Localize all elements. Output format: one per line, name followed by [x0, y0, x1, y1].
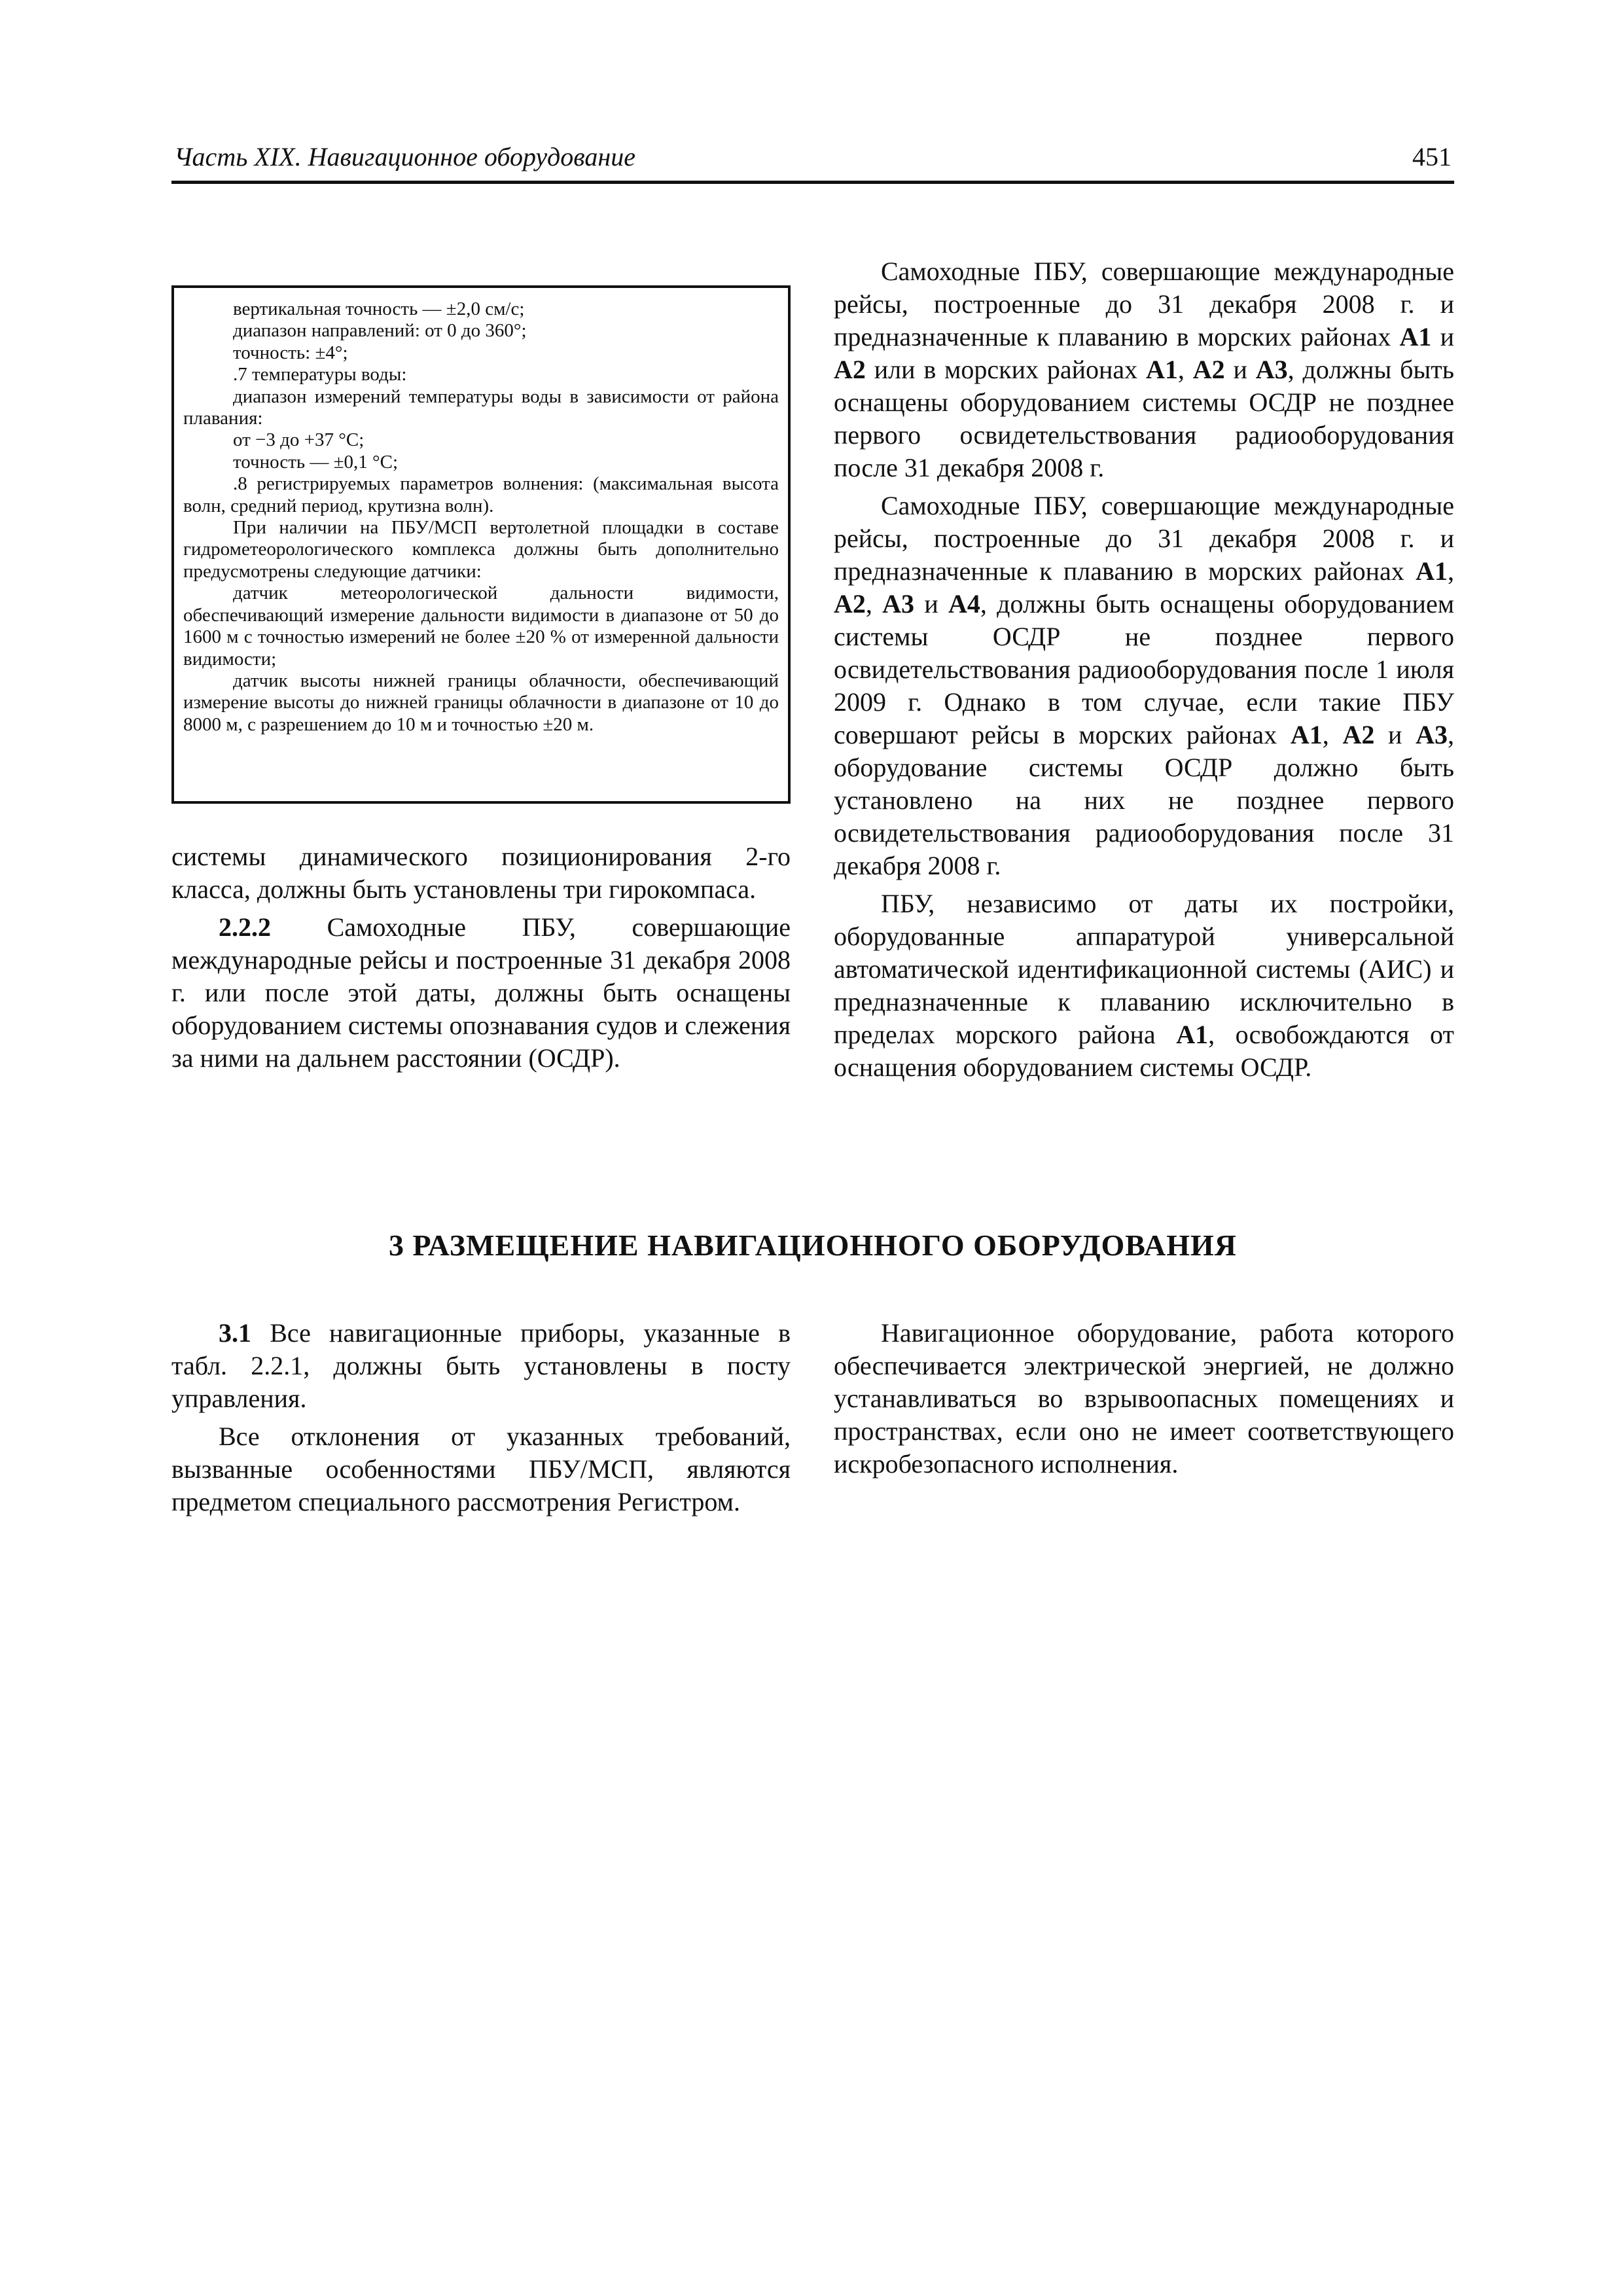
text-run: ПБУ, независимо от даты их постройки, оборудованные аппаратурой универсальной автоматической идентификационной системы (АИС) и предназначенные к плаванию исключительно в пределах морского района — [834, 889, 1454, 1049]
sea-area-code: A3 — [1416, 720, 1448, 749]
text-run: и — [914, 589, 949, 619]
box-line: точность — ±0,1 °C; — [233, 451, 399, 473]
sea-area-code: A2 — [1342, 720, 1375, 749]
box-line: точность: ±4°; — [233, 342, 348, 363]
header-title: Часть XIX. Навигационное оборудование — [174, 142, 635, 171]
running-header — [171, 139, 1454, 184]
sea-area-code: A3 — [1255, 355, 1288, 384]
text-run: , должны быть оснащены оборудованием системы ОСДР не позднее первого освидетельствования радиооборудования после 31 декабря 2008 г. — [834, 355, 1455, 482]
paragraph-deviations: Все отклонения от указанных требований, вызванные особенностями ПБУ/МСП, являются предметом специального рассмотрения Регистром. — [171, 1422, 791, 1516]
text-run: Самоходные ПБУ, совершающие международные рейсы, построенные до 31 декабря 2008 г. и предназначенные к плаванию в морских районах — [834, 257, 1454, 351]
sea-area-code: A2 — [1192, 355, 1225, 384]
text-run: , — [1448, 556, 1454, 586]
sea-area-code: A3 — [882, 589, 915, 619]
paragraph-3-1 — [171, 1317, 791, 1415]
text-run: Самоходные ПБУ, совершающие международные рейсы, построенные до 31 декабря 2008 г. и предназначенные к плаванию в морских районах — [834, 491, 1454, 586]
box-line: датчик метеорологической дальности видимости, обеспечивающий измерение дальности видимости в диапазоне от 50 до 1600 м с точностью измерений не более ±20 % от измеренной дальности видимости; — [183, 583, 779, 670]
box-line: диапазон измерений температуры воды в зависимости от района плавания: — [183, 386, 779, 429]
paragraph-text: Самоходные ПБУ, совершающие международные рейсы и построенные 31 декабря 2008 г. или после этой даты, должны быть оснащены оборудованием системы опознавания судов и слежения за ними на дальнем расстоянии (ОСДР). — [171, 912, 791, 1073]
sea-area-code: A1 — [1399, 322, 1432, 351]
box-line: .8 регистрируемых параметров волнения: (максимальная высота волн, средний период, крутизна волн). — [183, 473, 779, 516]
clause-number: 2.2.2 — [219, 912, 271, 942]
text-run: , — [1322, 720, 1343, 749]
text-run: или в морских районах — [865, 355, 1147, 384]
paragraph-continuation: системы динамического позиционирования 2-го класса, должны быть установлены три гирокомпаса. — [171, 842, 791, 904]
text-run: и — [1431, 322, 1454, 351]
sea-area-code: A2 — [834, 589, 866, 619]
sea-area-code: A1 — [1146, 355, 1178, 384]
box-line: диапазон направлений: от 0 до 360°; — [233, 320, 527, 342]
text-run: , должны быть оснащены оборудованием системы ОСДР не позднее первого освидетельствования радиооборудования после 1 июля 2009 г. Однако в том случае, если такие ПБУ совершают рейсы в морских районах — [834, 589, 1455, 749]
sea-area-code: A4 — [948, 589, 980, 619]
paragraph-text: Все навигационные приборы, указанные в табл. 2.2.1, должны быть установлены в посту управления. — [171, 1318, 791, 1413]
left-column — [171, 840, 791, 1075]
text-run: , — [865, 589, 883, 619]
page-number: 451 — [1412, 142, 1452, 171]
sea-area-code: A2 — [834, 355, 866, 384]
text-run: , — [1177, 355, 1193, 384]
paragraph-2-2-2 — [171, 911, 791, 1075]
right-column — [834, 255, 1454, 1084]
section3-left-column — [171, 1317, 791, 1518]
section3-right-column — [834, 1317, 1454, 1480]
paragraph-osdr-2 — [834, 490, 1454, 882]
box-line: датчик высоты нижней границы облачности, обеспечивающий измерение высоты до нижней границы облачности в диапазоне от 10 до 8000 м, с разрешением до 10 м и точностью ±20 м. — [183, 670, 779, 735]
box-line: .7 температуры воды: — [233, 364, 407, 386]
text-run: и — [1224, 355, 1256, 384]
section-heading: 3 РАЗМЕЩЕНИЕ НАВИГАЦИОННОГО ОБОРУДОВАНИЯ — [388, 1229, 1238, 1262]
sea-area-code: A1 — [1290, 720, 1323, 749]
boxed-note — [171, 285, 791, 804]
clause-number: 3.1 — [219, 1318, 251, 1348]
box-line: от −3 до +37 °C; — [233, 429, 365, 451]
paragraph-ais — [834, 888, 1454, 1084]
paragraph-explosion-safety: Навигационное оборудование, работа которого обеспечивается электрической энергией, не должно устанавливаться во взрывоопасных помещениях и пространствах, если оно не имеет соответствующего искробезопасного исполнения. — [834, 1318, 1454, 1479]
sea-area-code: A1 — [1416, 556, 1448, 586]
box-line: При наличии на ПБУ/МСП вертолетной площадки в составе гидрометеорологического комплекса должны быть дополнительно предусмотрены следующие датчики: — [183, 517, 779, 582]
text-run: , освобождаются от оснащения оборудованием системы ОСДР. — [834, 1020, 1455, 1082]
text-run: , оборудование системы ОСДР должно быть установлено на них не позднее первого освидетельствования радиооборудования после 31 декабря 2008 г. — [834, 720, 1455, 880]
sea-area-code: A1 — [1176, 1020, 1209, 1049]
box-line: вертикальная точность — ±2,0 см/с; — [233, 298, 525, 319]
paragraph-osdr-1 — [834, 255, 1454, 484]
text-run: и — [1374, 720, 1416, 749]
